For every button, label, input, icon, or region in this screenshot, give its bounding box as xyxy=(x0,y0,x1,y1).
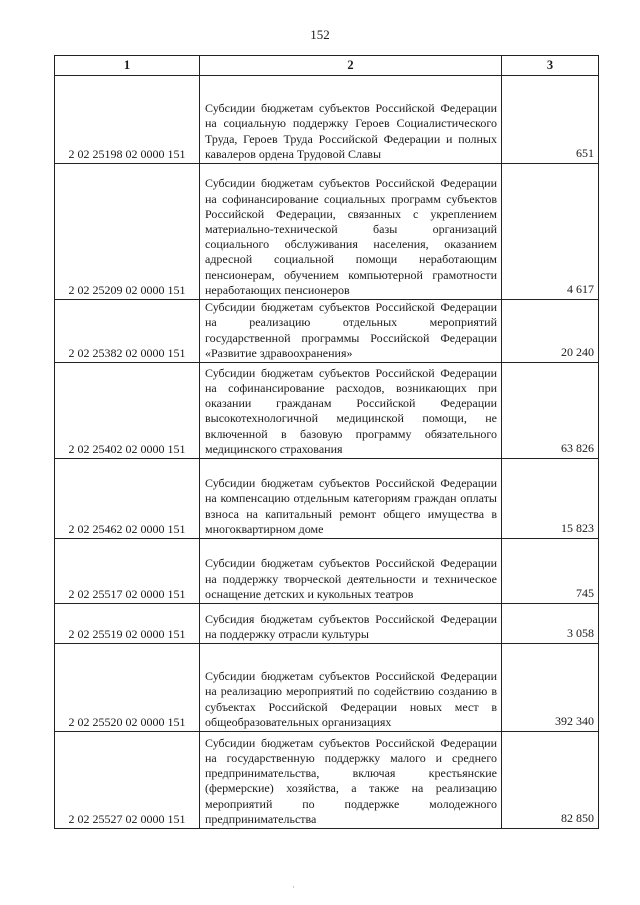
row-amount: 3 058 xyxy=(502,604,599,644)
row-amount: 392 340 xyxy=(502,644,599,732)
table-row xyxy=(55,164,599,300)
row-description: Субсидия бюджетам субъектов Российской Федерации на поддержку отрасли культуры xyxy=(200,604,502,644)
column-header-description: 2 xyxy=(200,56,502,76)
column-header-code: 1 xyxy=(55,56,200,76)
table-row xyxy=(55,300,599,363)
table-row xyxy=(55,76,599,164)
row-description: Субсидии бюджетам субъектов Российской Федерации на реализацию отдельных мероприятий государственной программы Российской Федерации «Развитие здравоохранения» xyxy=(200,300,502,363)
row-code: 2 02 25462 02 0000 151 xyxy=(55,459,200,539)
row-description: Субсидии бюджетам субъектов Российской Федерации на социальную поддержку Героев Социалистического Труда, Героев Труда Российской Федерации и полных кавалеров ордена Трудовой Славы xyxy=(200,76,502,164)
scan-speck: · xyxy=(292,882,295,892)
table-row xyxy=(55,732,599,829)
row-code: 2 02 25517 02 0000 151 xyxy=(55,539,200,604)
budget-table xyxy=(54,55,599,829)
row-code: 2 02 25527 02 0000 151 xyxy=(55,732,200,829)
row-code: 2 02 25402 02 0000 151 xyxy=(55,363,200,459)
row-description: Субсидии бюджетам субъектов Российской Федерации на реализацию мероприятий по содействию созданию в субъектах Российской Федерации новых мест в общеобразовательных организациях xyxy=(200,644,502,732)
row-description: Субсидии бюджетам субъектов Российской Федерации на компенсацию отдельным категориям граждан оплаты взноса на капитальный ремонт общего имущества в многоквартирном доме xyxy=(200,459,502,539)
table-row xyxy=(55,539,599,604)
page-number: 152 xyxy=(310,27,330,42)
row-code: 2 02 25519 02 0000 151 xyxy=(55,604,200,644)
row-description: Субсидии бюджетам субъектов Российской Федерации на софинансирование социальных программ субъектов Российской Федерации, связанных с укреплением материально-технической базы организаций социального обслуживания населения, оказанием адресной социальной помощи неработающим пенсионерам, обучением компьютерной грамотности неработающих пенсионеров xyxy=(200,164,502,300)
row-amount: 4 617 xyxy=(502,164,599,300)
row-amount: 20 240 xyxy=(502,300,599,363)
row-description: Субсидии бюджетам субъектов Российской Федерации на государственную поддержку малого и среднего предпринимательства, включая крестьянские (фермерские) хозяйства, а также на реализацию мероприятий по поддержке молодежного предпринимательства xyxy=(200,732,502,829)
table-row xyxy=(55,363,599,459)
row-amount: 15 823 xyxy=(502,459,599,539)
column-header-amount: 3 xyxy=(502,56,599,76)
row-code: 2 02 25382 02 0000 151 xyxy=(55,300,200,363)
row-description: Субсидии бюджетам субъектов Российской Федерации на софинансирование расходов, возникающих при оказании гражданам Российской Федерации высокотехнологичной медицинской помощи, не включенной в базовую программу обязательного медицинского страхования xyxy=(200,363,502,459)
row-amount: 63 826 xyxy=(502,363,599,459)
row-amount: 745 xyxy=(502,539,599,604)
row-code: 2 02 25209 02 0000 151 xyxy=(55,164,200,300)
table-row xyxy=(55,604,599,644)
row-amount: 82 850 xyxy=(502,732,599,829)
table-row xyxy=(55,459,599,539)
row-code: 2 02 25520 02 0000 151 xyxy=(55,644,200,732)
row-description: Субсидии бюджетам субъектов Российской Федерации на поддержку творческой деятельности и техническое оснащение детских и кукольных театров xyxy=(200,539,502,604)
row-amount: 651 xyxy=(502,76,599,164)
row-code: 2 02 25198 02 0000 151 xyxy=(55,76,200,164)
table-header-row xyxy=(55,56,599,76)
table-row xyxy=(55,644,599,732)
